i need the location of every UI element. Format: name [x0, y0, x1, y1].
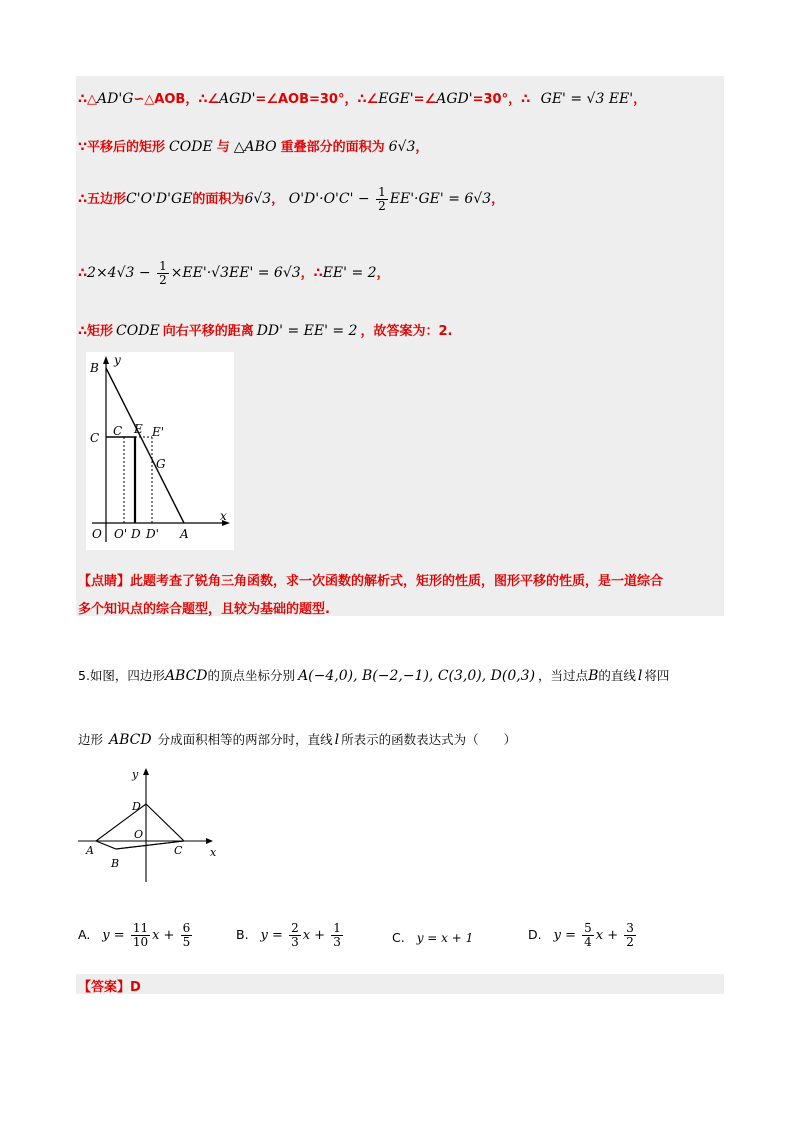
solution-line-4: ∴2×4√3 − $\frac{1}{2}$ ×EE'·√3EE' = 6√3，∴EE' = 2， [78, 259, 390, 287]
label-o: O [134, 828, 144, 841]
label-c: C [90, 431, 100, 445]
label-e: E [134, 422, 143, 436]
answer-block [76, 974, 724, 994]
solution-line-3: ∴五边形C'O'D'GE的面积为6√3， O'D'·O'C' − $\frac{1}{2}$ EE'·GE' = 6√3， [78, 185, 505, 213]
fraction: $\frac{1}{2}$ [378, 185, 386, 213]
note-line-1: 【点睛】此题考查了锐角三角函数，求一次函数的解析式，矩形的性质，图形平移的性质，是一道综合 [78, 574, 664, 589]
answer-value: D [130, 980, 141, 995]
label-x: x [210, 846, 217, 859]
label-o-prime: O' [114, 527, 128, 541]
question-line-1: 5.如图，四边形ABCD的顶点坐标分别 A(−4,0), B(−2,−1), C(3,0), D(0,3) ，当过点B的直线 l 将四 [78, 668, 670, 684]
rectangle-translation-figure [86, 352, 234, 550]
label-c-prime: C [113, 424, 123, 438]
label-d-prime: D' [146, 527, 159, 541]
solution-line-2: ∵平移后的矩形 CODE 与 △ABO 重叠部分的面积为 6√3， [78, 139, 429, 155]
answer-line [78, 976, 141, 995]
label-b: B [90, 361, 99, 375]
option-d[interactable]: D. y = $\frac{5}{4}$ x + $\frac{3}{2}$ [528, 921, 634, 949]
segment-ba [106, 368, 184, 523]
quadrilateral-figure [76, 766, 226, 886]
label-a: A [86, 844, 94, 857]
note-tag: 【点睛】 [78, 574, 131, 589]
x-arrow-icon [206, 838, 213, 844]
solution-line-5: ∴矩形 CODE 向右平移的距离 DD' = EE' = 2 ，故答案为：2. [78, 323, 453, 339]
label-d: D [131, 527, 141, 541]
fraction: $\frac{1}{2}$ [159, 259, 167, 287]
label-y: y [132, 768, 139, 781]
question-line-2: 边形 ABCD 分成面积相等的两部分时，直线 l 所表示的函数表达式为（ ） [78, 732, 517, 748]
y-arrow-icon [103, 356, 109, 364]
label-b: B [111, 857, 120, 870]
label-a: A [180, 527, 189, 541]
label-d: D [132, 800, 141, 813]
y-arrow-icon [143, 768, 149, 775]
label-y: y [114, 353, 121, 367]
option-a[interactable]: A. y = $\frac{11}{10}$ x + $\frac{6}{5}$ [78, 921, 191, 949]
label-g: G [156, 457, 166, 471]
solution-line-1: ∴△AD'G∽△AOB，∴∠AGD'=∠AOB=30°，∴∠EGE'=∠AGD'=30°，∴ GE' = √3 EE'， [78, 91, 647, 107]
option-c[interactable]: C. y = x + 1 [392, 930, 474, 945]
answer-tag: 【答案】 [78, 980, 131, 995]
label-o: O [92, 527, 102, 541]
note-line-2: 多个知识点的综合题型，且较为基础的题型. [78, 602, 330, 617]
label-c: C [174, 844, 183, 857]
label-x: x [220, 509, 227, 523]
label-e-prime: E' [152, 425, 165, 439]
option-b[interactable]: B. y = $\frac{2}{3}$ x + $\frac{1}{3}$ [236, 921, 341, 949]
